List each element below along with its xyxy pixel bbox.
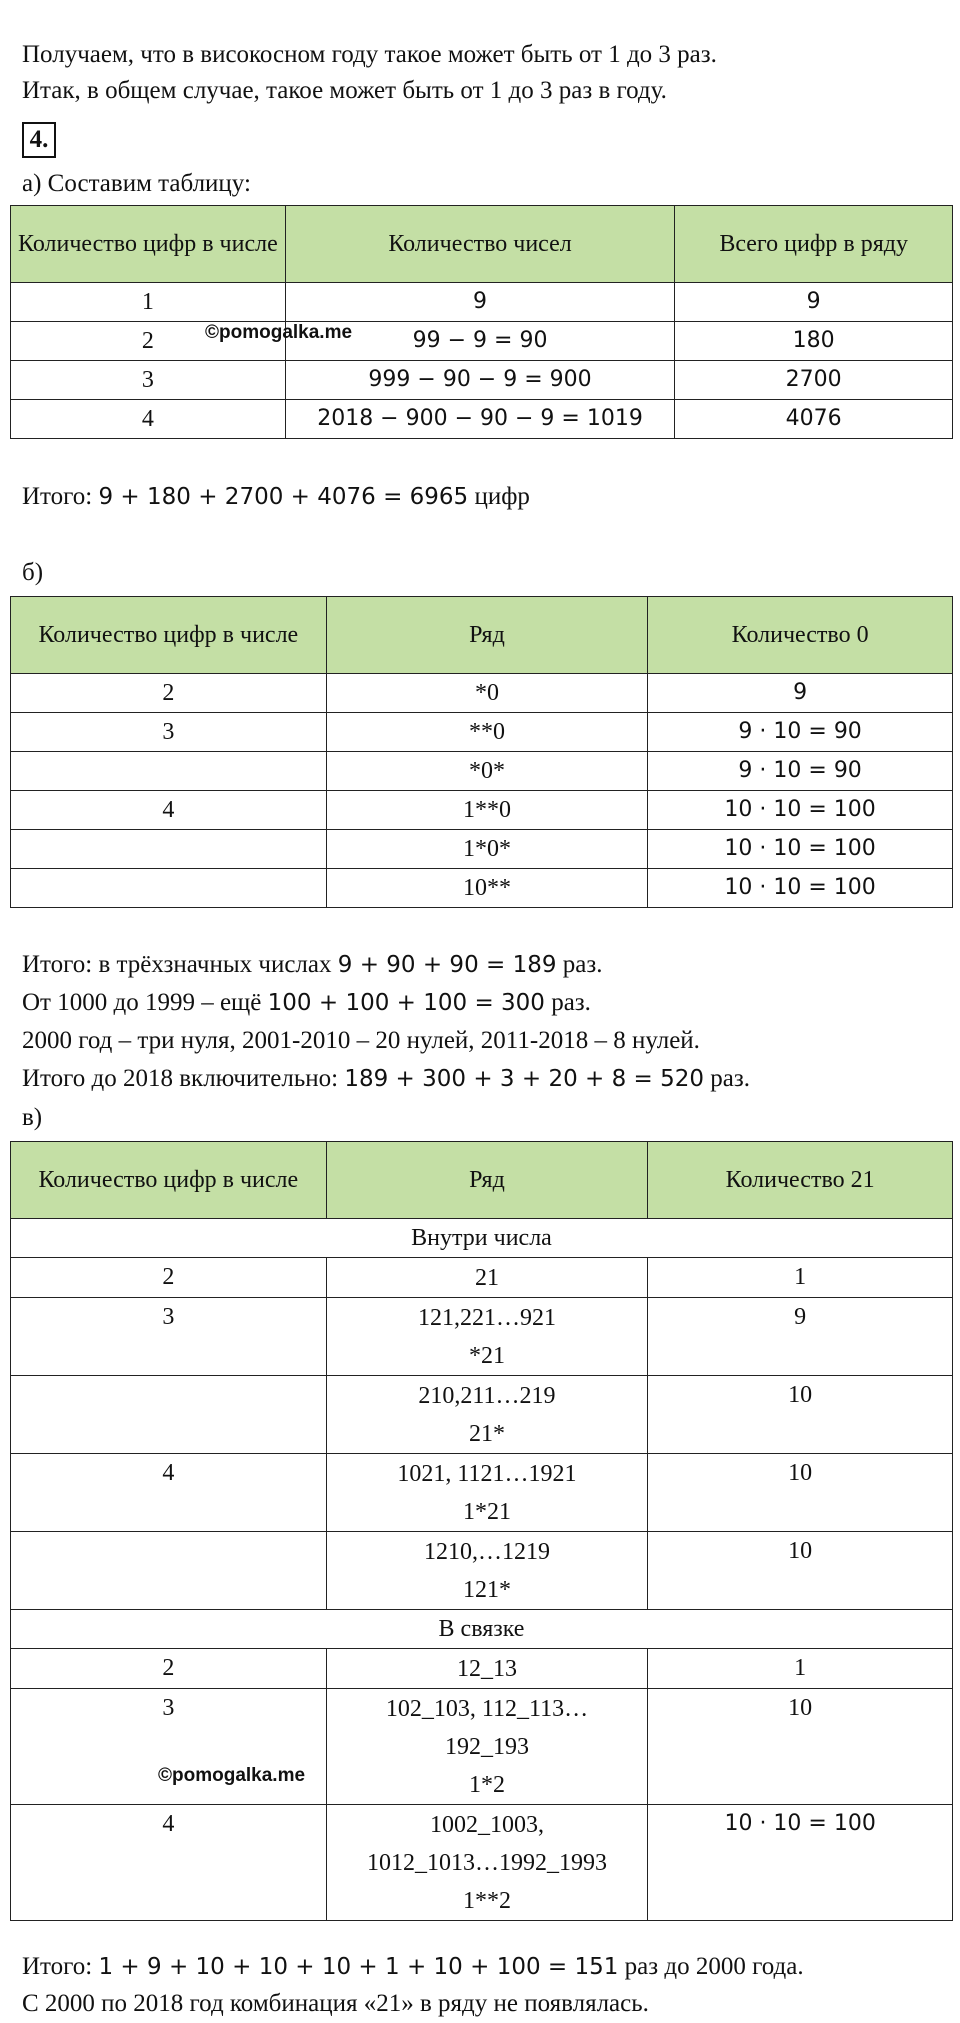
cell: 10 · 10 = 100	[648, 869, 953, 908]
header-row-pattern: Ряд	[326, 1142, 648, 1219]
table-row	[11, 1532, 953, 1610]
part-a-total	[22, 478, 530, 516]
cell-line: 210,211…219	[418, 1383, 556, 1409]
cell	[11, 752, 327, 791]
cell: 4	[11, 1805, 327, 1921]
cell: 10 · 10 = 100	[648, 1805, 953, 1921]
cell	[326, 1376, 648, 1454]
cell: 3	[11, 1298, 327, 1376]
cell: 10	[648, 1376, 953, 1454]
table-row	[11, 1376, 953, 1454]
cell-line: 102_103, 112_113…	[385, 1696, 589, 1722]
cell: 1	[648, 1258, 953, 1298]
cell	[326, 1258, 648, 1298]
section-row	[11, 1219, 953, 1258]
cell	[326, 1454, 648, 1532]
cell	[326, 1649, 648, 1689]
cell: 99 − 9 = 90	[285, 322, 675, 361]
intro-line-2: Итак, в общем случае, такое может быть от 1 до 3 раз в году.	[22, 77, 667, 104]
total-expression: 9 + 180 + 2700 + 4076 = 6965	[98, 484, 469, 510]
table-row	[11, 1805, 953, 1921]
cell: 9	[285, 283, 675, 322]
section-inside-number: Внутри числа	[11, 1219, 953, 1258]
cell: 2	[11, 322, 286, 361]
part-b-line-3: 2000 год – три нуля, 2001-2010 – 20 нулей, 2011-2018 – 8 нулей.	[22, 1027, 700, 1054]
cell	[326, 1532, 648, 1610]
cell: 9 · 10 = 90	[648, 752, 953, 791]
cell: 2700	[675, 361, 953, 400]
cell: 4	[11, 400, 286, 439]
cell-line: 1021, 1121…1921	[397, 1461, 577, 1487]
table-header-row	[11, 597, 953, 674]
cell: 10**	[326, 869, 648, 908]
table-part-a	[10, 205, 953, 439]
text: Итого:	[22, 1953, 99, 1980]
header-number-count: Количество чисел	[285, 206, 675, 283]
cell: 3	[11, 361, 286, 400]
table-row	[11, 1689, 953, 1805]
text: От 1000 до 1999 – ещё	[22, 989, 268, 1016]
header-zero-count: Количество 0	[648, 597, 953, 674]
cell: 4	[11, 1454, 327, 1532]
table-header-row	[11, 206, 953, 283]
table-part-b	[10, 596, 953, 908]
cell-line: 192_193	[444, 1734, 529, 1760]
cell: 2	[11, 674, 327, 713]
cell: 9 · 10 = 90	[648, 713, 953, 752]
expression: 9 + 90 + 90 = 189	[337, 952, 557, 978]
header-digit-count: Количество цифр в числе	[11, 1142, 327, 1219]
task-number: 4.	[22, 122, 56, 158]
cell: 9	[648, 674, 953, 713]
cell	[11, 1532, 327, 1610]
cell-line: 21	[474, 1265, 499, 1291]
cell-line: *21	[468, 1343, 505, 1369]
header-digit-count: Количество цифр в числе	[11, 206, 286, 283]
cell-line: 1*2	[468, 1772, 505, 1798]
cell: 2	[11, 1258, 327, 1298]
cell: *0*	[326, 752, 648, 791]
cell: 1	[11, 283, 286, 322]
part-c-final-line: С 2000 по 2018 год комбинация «21» в ряду не появлялась.	[22, 1990, 649, 2017]
part-a-heading: а) Составим таблицу:	[22, 170, 251, 197]
cell: 10	[648, 1689, 953, 1805]
text: раз.	[704, 1065, 751, 1092]
part-b-line-4	[22, 1060, 750, 1098]
cell-line: 21*	[468, 1421, 505, 1447]
cell: 10 · 10 = 100	[648, 830, 953, 869]
cell-line: 121,221…921	[417, 1305, 556, 1331]
table-row	[11, 283, 953, 322]
cell	[326, 1689, 648, 1805]
table-row	[11, 830, 953, 869]
table-row	[11, 752, 953, 791]
cell	[11, 830, 327, 869]
header-21-count: Количество 21	[648, 1142, 953, 1219]
cell: 999 − 90 − 9 = 900	[285, 361, 675, 400]
cell: *0	[326, 674, 648, 713]
cell-line: 1012_1013…1992_1993	[366, 1850, 607, 1876]
table-row	[11, 713, 953, 752]
cell: **0	[326, 713, 648, 752]
table-row	[11, 869, 953, 908]
part-b-line-1	[22, 946, 602, 984]
part-b-line-2	[22, 984, 591, 1022]
total-prefix: Итого:	[22, 483, 99, 510]
cell	[326, 1298, 648, 1376]
table-row	[11, 322, 953, 361]
cell: 9	[675, 283, 953, 322]
cell-line: 12_13	[456, 1656, 517, 1682]
table-row	[11, 791, 953, 830]
cell: 4	[11, 791, 327, 830]
part-c-heading: в)	[22, 1104, 43, 1131]
section-row	[11, 1610, 953, 1649]
intro-line-1: Получаем, что в високосном году такое может быть от 1 до 3 раз.	[22, 41, 717, 68]
cell: 1	[648, 1649, 953, 1689]
header-digit-count: Количество цифр в числе	[11, 597, 327, 674]
expression: 1 + 9 + 10 + 10 + 10 + 1 + 10 + 100 = 151	[98, 1954, 619, 1980]
text: раз.	[556, 951, 603, 978]
watermark: ©pomogalka.me	[158, 1765, 306, 1786]
cell: 10	[648, 1454, 953, 1532]
cell	[11, 869, 327, 908]
expression: 189 + 300 + 3 + 20 + 8 = 520	[344, 1066, 705, 1092]
cell: 9	[648, 1298, 953, 1376]
table-header-row	[11, 1142, 953, 1219]
text: Итого: в трёхзначных числах	[22, 951, 338, 978]
table-row	[11, 1649, 953, 1689]
table-row	[11, 674, 953, 713]
cell-line: 1002_1003,	[429, 1812, 544, 1838]
cell: 10 · 10 = 100	[648, 791, 953, 830]
cell: 180	[675, 322, 953, 361]
header-total-digits: Всего цифр в ряду	[675, 206, 953, 283]
cell-line: 1*21	[462, 1499, 511, 1525]
cell: 4076	[675, 400, 953, 439]
section-linked: В связке	[11, 1610, 953, 1649]
cell: 1**0	[326, 791, 648, 830]
cell-line: 1210,…1219	[423, 1539, 550, 1565]
text: Итого до 2018 включительно:	[22, 1065, 345, 1092]
text: раз.	[544, 989, 591, 1016]
cell	[326, 1805, 648, 1921]
cell: 1*0*	[326, 830, 648, 869]
cell: 2018 − 900 − 90 − 9 = 1019	[285, 400, 675, 439]
table-row	[11, 1298, 953, 1376]
table-row	[11, 1258, 953, 1298]
part-c-total	[22, 1948, 804, 1986]
expression: 100 + 100 + 100 = 300	[267, 990, 545, 1016]
table-row	[11, 1454, 953, 1532]
part-b-heading: б)	[22, 559, 44, 586]
cell: 10	[648, 1532, 953, 1610]
total-suffix: цифр	[468, 483, 530, 510]
table-part-c	[10, 1141, 953, 1921]
watermark: ©pomogalka.me	[205, 322, 353, 343]
cell: 3	[11, 1689, 327, 1805]
cell: 2	[11, 1649, 327, 1689]
text: раз до 2000 года.	[618, 1953, 804, 1980]
table-row	[11, 361, 953, 400]
table-row	[11, 400, 953, 439]
header-row-pattern: Ряд	[326, 597, 648, 674]
cell	[11, 1376, 327, 1454]
cell-line: 121*	[462, 1577, 511, 1603]
cell: 3	[11, 713, 327, 752]
cell-line: 1**2	[462, 1888, 511, 1914]
